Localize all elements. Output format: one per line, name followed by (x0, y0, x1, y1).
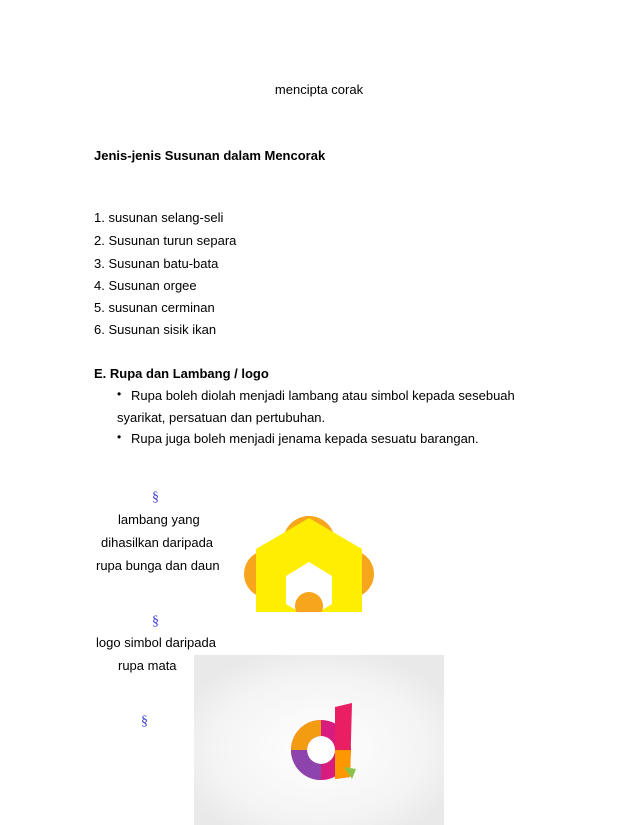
list-item: 6. Susunan sisik ikan (94, 322, 217, 337)
bullet-text-continued: syarikat, persatuan dan pertubuhan. (117, 410, 326, 425)
page-caption: mencipta corak (274, 82, 364, 97)
eye-caption-line: logo simbol daripada (96, 635, 216, 650)
heading-susunan: Jenis-jenis Susunan dalam Mencorak (94, 148, 326, 163)
heading-rupa-lambang: E. Rupa dan Lambang / logo (94, 366, 269, 381)
flower-caption-line: lambang yang (118, 512, 200, 527)
eye-caption-line: rupa mata (118, 658, 177, 673)
list-item: 4. Susunan orgee (94, 278, 197, 293)
list-item: 1. susunan selang-seli (94, 210, 224, 225)
section-mark-icon: § (152, 614, 159, 629)
bullet-text: Rupa boleh diolah menjadi lambang atau simbol kepada sesebuah (131, 388, 515, 403)
d-logo-image (194, 655, 444, 825)
d-logo-stem-lower (335, 750, 351, 779)
bullet-marker: • (117, 387, 122, 401)
section-mark-icon: § (141, 714, 148, 729)
d-logo-background (194, 655, 444, 825)
list-item: 3. Susunan batu-bata (94, 256, 219, 271)
list-item: 5. susunan cerminan (94, 300, 215, 315)
flower-caption-line: dihasilkan daripada (101, 535, 214, 550)
bullet-marker: • (117, 430, 122, 444)
flower-caption-line: rupa bunga dan daun (96, 558, 220, 573)
list-item: 2. Susunan turun separa (94, 233, 237, 248)
section-mark-icon: § (152, 490, 159, 505)
flower-logo-image (244, 514, 374, 614)
bullet-text: Rupa juga boleh menjadi jenama kepada sesuatu barangan. (131, 431, 479, 446)
